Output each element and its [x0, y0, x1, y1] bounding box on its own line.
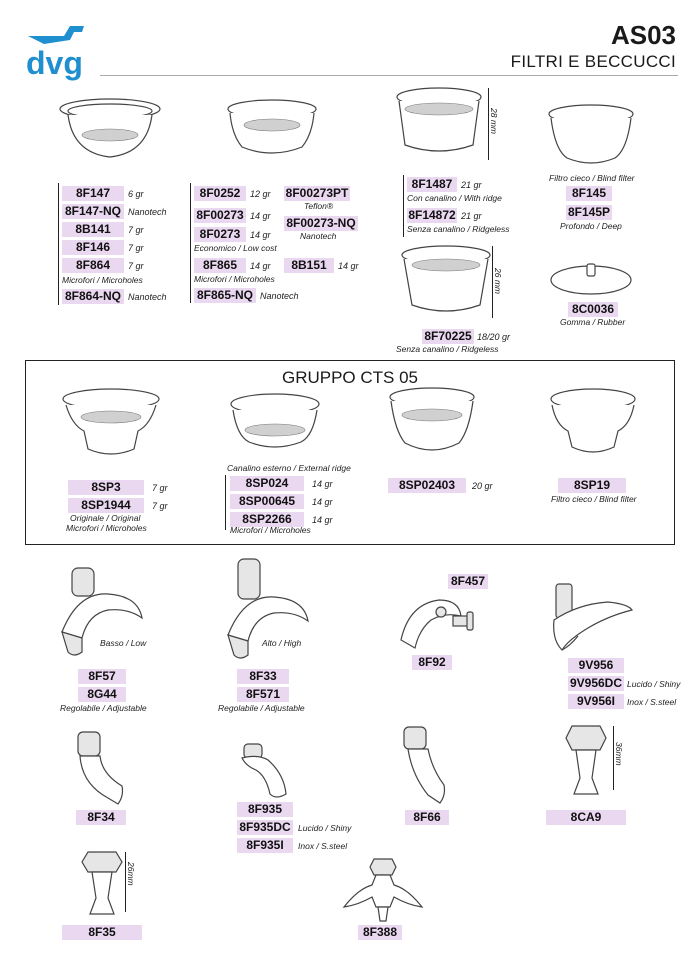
filter-basket-icon — [385, 385, 479, 465]
code-8F33: 8F33 — [237, 669, 289, 684]
code-8C0036: 8C0036 — [568, 302, 618, 317]
code-8F865-NQ: 8F865-NQ — [194, 288, 256, 303]
caption: Profondo / Deep — [560, 221, 622, 231]
spout-curved-icon — [72, 728, 132, 808]
code-8F935I: 8F935I — [237, 838, 293, 853]
code-9V956DC: 9V956DC — [569, 676, 623, 690]
spout-double-icon — [548, 580, 638, 652]
note: Nanotech — [300, 231, 337, 241]
code-8SP00645: 8SP00645 — [230, 494, 304, 509]
caption: Regolabile / Adjustable — [60, 703, 147, 713]
caption: Microfori / Microholes — [62, 275, 143, 285]
spout-curved-icon — [398, 725, 458, 805]
page-title: FILTRI E BECCUCCI — [510, 52, 676, 71]
code-8F66: 8F66 — [405, 810, 449, 825]
weight: 14 gr — [312, 479, 333, 489]
caption: Regolabile / Adjustable — [218, 703, 305, 713]
code-8F70225: 8F70225 — [422, 329, 474, 344]
weight: 21 gr — [461, 211, 482, 221]
spout-straight-icon — [78, 848, 128, 922]
weight: 7 gr — [152, 501, 168, 511]
filter-basket-icon — [398, 243, 494, 323]
weight: 7 gr — [128, 261, 144, 271]
code-8F34: 8F34 — [76, 810, 126, 825]
note: Teflon® — [304, 201, 334, 211]
code-8B151: 8B151 — [284, 258, 334, 273]
weight: 6 gr — [128, 189, 144, 199]
code-8F864: 8F864 — [62, 258, 124, 273]
filter-basket-icon — [58, 385, 164, 465]
code-8F864-NQ: 8F864-NQ — [62, 289, 124, 304]
weight: 14 gr — [250, 261, 271, 271]
caption: Senza canalino / Ridgeless — [407, 224, 510, 234]
spout-screw-icon — [395, 590, 485, 650]
note: Inox / S.steel — [298, 841, 348, 851]
code-8G44: 8G44 — [78, 687, 126, 702]
weight: 14 gr — [312, 497, 333, 507]
code-8CA9: 8CA9 — [546, 810, 626, 825]
code-8SP02403: 8SP02403 — [388, 478, 466, 493]
code-8F935DC: 8F935DC — [237, 820, 293, 835]
caption: Microfori / Microholes — [230, 525, 311, 535]
dimension-label: 26mm — [126, 862, 136, 886]
bracket — [225, 475, 226, 530]
code-8F147: 8F147 — [62, 186, 124, 201]
code-8F388: 8F388 — [358, 925, 402, 940]
spout-triple-icon — [338, 855, 428, 925]
bracket — [190, 183, 191, 303]
code-8SP024: 8SP024 — [230, 476, 304, 491]
weight: Nanotech — [128, 292, 167, 302]
code-8SP19: 8SP19 — [558, 478, 626, 493]
spout-straight-icon — [562, 722, 612, 802]
caption: Con canalino / With ridge — [407, 193, 502, 203]
code-8F00273PT: 8F00273PT — [285, 186, 349, 200]
note: Lucido / Shiny — [298, 823, 352, 833]
weight: 7 gr — [128, 243, 144, 253]
code-8F1487: 8F1487 — [407, 177, 457, 192]
code-8F457: 8F457 — [448, 574, 488, 589]
weight: 14 gr — [312, 515, 333, 525]
dimension-label: 26 mm — [493, 268, 503, 294]
code-8B141: 8B141 — [62, 222, 124, 237]
code-8SP2266: 8SP2266 — [230, 512, 304, 527]
code-8F147-NQ: 8F147-NQ — [62, 204, 124, 219]
logo — [24, 16, 94, 86]
weight: 12 gr — [250, 189, 271, 199]
caption: Microfori / Microholes — [66, 523, 147, 533]
rubber-disc-icon — [548, 258, 634, 298]
note: Lucido / Shiny — [627, 679, 681, 689]
logo-text: dvg — [26, 45, 83, 81]
code-9V956I: 9V956I — [568, 694, 624, 709]
weight: 14 gr — [338, 261, 359, 271]
spout-label: Basso / Low — [100, 638, 147, 648]
code-8F14872: 8F14872 — [408, 208, 456, 222]
code-8F146: 8F146 — [62, 240, 124, 255]
code-8F0273: 8F0273 — [194, 227, 246, 242]
caption: Filtro cieco / Blind filter — [551, 494, 637, 504]
dimension-label: 36mm — [614, 742, 624, 766]
caption: Gomma / Rubber — [560, 317, 626, 327]
blind-filter-icon — [546, 385, 640, 465]
code-8F571: 8F571 — [237, 687, 289, 702]
weight: 14 gr — [250, 230, 271, 240]
weight: Nanotech — [128, 207, 167, 217]
page-code: AS03 — [610, 20, 676, 50]
caption: Filtro cieco / Blind filter — [549, 173, 635, 183]
filter-basket-icon — [55, 95, 165, 165]
code-8F00273: 8F00273 — [194, 208, 246, 223]
code-8F0252: 8F0252 — [194, 186, 246, 201]
code-8F00273-NQ: 8F00273-NQ — [284, 216, 358, 231]
dimension-label: 28 mm — [489, 108, 499, 134]
code-8F865: 8F865 — [194, 258, 246, 273]
filter-basket-icon — [393, 85, 485, 165]
weight: 14 gr — [250, 211, 271, 221]
code-8F57: 8F57 — [78, 669, 126, 684]
spout-curved-icon — [238, 742, 298, 802]
code-9V956: 9V956 — [568, 658, 624, 673]
weight: Nanotech — [260, 291, 299, 301]
caption: Canalino esterno / External ridge — [227, 463, 351, 473]
code-8F145: 8F145 — [566, 186, 612, 201]
weight: 7 gr — [128, 225, 144, 235]
filter-basket-icon — [222, 95, 322, 165]
code-8F935: 8F935 — [237, 802, 293, 817]
caption: Microfori / Microholes — [194, 274, 275, 284]
filter-basket-icon — [225, 390, 325, 460]
code-8F145P: 8F145P — [567, 205, 611, 219]
weight: 20 gr — [472, 481, 493, 491]
group-title: GRUPPO CTS 05 — [281, 368, 419, 387]
note: Inox / S.steel — [627, 697, 677, 707]
code-8SP3: 8SP3 — [68, 480, 144, 495]
bracket — [403, 175, 404, 237]
weight: 7 gr — [152, 483, 168, 493]
caption: Originale / Original — [70, 513, 141, 523]
code-8SP1944: 8SP1944 — [68, 498, 144, 513]
bracket — [58, 183, 59, 305]
spout-label: Alto / High — [262, 638, 302, 648]
blind-filter-icon — [545, 100, 637, 170]
code-8F92: 8F92 — [412, 655, 452, 670]
caption: Senza canalino / Ridgeless — [396, 344, 499, 354]
weight: 18/20 gr — [477, 332, 511, 342]
weight: 21 gr — [461, 180, 482, 190]
dvg-logo-icon — [24, 16, 94, 86]
caption: Economico / Low cost — [194, 243, 277, 253]
code-8F35: 8F35 — [62, 925, 142, 940]
header-rule — [100, 75, 678, 76]
